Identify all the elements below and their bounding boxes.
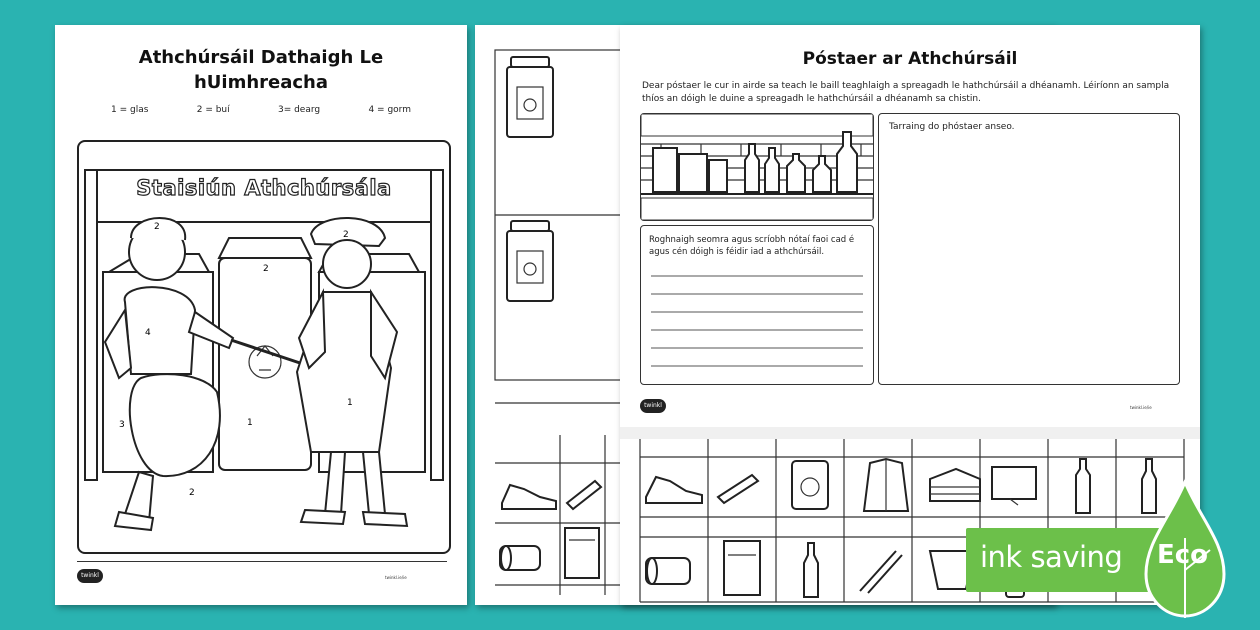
worksheet-colour-by-number <box>55 25 467 605</box>
shoe-icon <box>502 485 556 509</box>
shoe-icon <box>646 477 702 503</box>
cereal-box-icon <box>724 541 760 595</box>
twinkl-logo: twinkl <box>77 569 103 583</box>
eco-label: Eco <box>1157 540 1209 570</box>
ink-saving-label: ink saving <box>980 540 1123 574</box>
bottle-icon <box>787 154 805 192</box>
notes-box[interactable] <box>640 225 874 385</box>
writing-lines <box>641 226 873 384</box>
colour-key <box>111 105 411 115</box>
sheet-footer: twinkl.ie/ie <box>385 575 407 580</box>
worksheet-recycling-poster <box>620 25 1200 605</box>
box-icon <box>679 154 707 192</box>
sheet-footer-line <box>77 561 447 562</box>
colouring-picture <box>77 140 451 554</box>
poster-sheet-title: Póstaer ar Athchúrsáil <box>802 49 1018 69</box>
bottle-icon <box>745 144 759 192</box>
region-number: 4 <box>145 328 151 338</box>
colour-key-item: 2 = buí <box>196 105 230 115</box>
poster-sheet-intro: Dear póstaer le cur in airde sa teach le baill teaghlaigh a spreagadh le hathchúrsáil a dhéanamh. Léiríonn an sampla thíos an dóigh le duine a spreagadh le hathchúrsáil a dhéanamh sa chistin. <box>642 81 1170 104</box>
cereal-box-icon <box>565 528 599 578</box>
region-number: 2 <box>343 230 349 240</box>
region-number: 2 <box>263 264 269 274</box>
tin-can-icon <box>792 461 828 509</box>
colour-key-item: 1 = glas <box>111 105 149 115</box>
paper-roll-icon <box>567 481 601 509</box>
colour-sheet-title: Athchúrsáil Dathaigh Le hUimhreacha <box>138 47 384 93</box>
paper-roll-icon <box>718 475 758 503</box>
monitor-icon <box>992 467 1036 505</box>
recycling-bin-icon <box>507 57 553 137</box>
cylinder-icon <box>646 558 690 584</box>
notes-prompt: Roghnaigh seomra agus scríobh nótaí faoi cad é agus cén dóigh is féidir iad a athchúrsáil. <box>649 235 855 257</box>
region-number: 3 <box>119 420 125 430</box>
region-number: 1 <box>347 398 353 408</box>
items-grid <box>620 427 1200 627</box>
colour-key-item: 3= dearg <box>277 105 321 115</box>
jacket-icon <box>864 459 908 511</box>
region-number: 2 <box>189 488 195 498</box>
station-sign: Staisiún Athchúrsála <box>136 176 392 200</box>
tin-icon <box>709 160 727 192</box>
bottle-icon <box>765 148 779 192</box>
kitchen-sample-box <box>640 113 874 221</box>
glass-bottle-icon <box>804 543 818 597</box>
twinkl-logo: twinkl <box>640 399 666 413</box>
recycling-station-drawing <box>79 142 449 552</box>
plastic-bottle-icon <box>1076 459 1090 513</box>
sheet-footer: twinkl.ie/ie <box>1130 405 1152 410</box>
region-number: 1 <box>247 418 253 428</box>
bottle-icon <box>837 132 857 192</box>
kitchen-shelf-drawing <box>641 114 873 220</box>
region-number: 2 <box>154 222 160 232</box>
colour-key-item: 4 = gorm <box>368 105 411 115</box>
poster-drawing-area[interactable] <box>878 113 1180 385</box>
cylinder-icon <box>500 546 540 570</box>
bottle-icon <box>813 156 831 192</box>
draw-prompt: Tarraing do phóstaer anseo. <box>889 122 1015 132</box>
newspaper-stack-icon <box>930 469 980 501</box>
carton-icon <box>653 148 677 192</box>
recycling-bin-icon <box>507 221 553 301</box>
pencils-icon <box>860 551 902 593</box>
